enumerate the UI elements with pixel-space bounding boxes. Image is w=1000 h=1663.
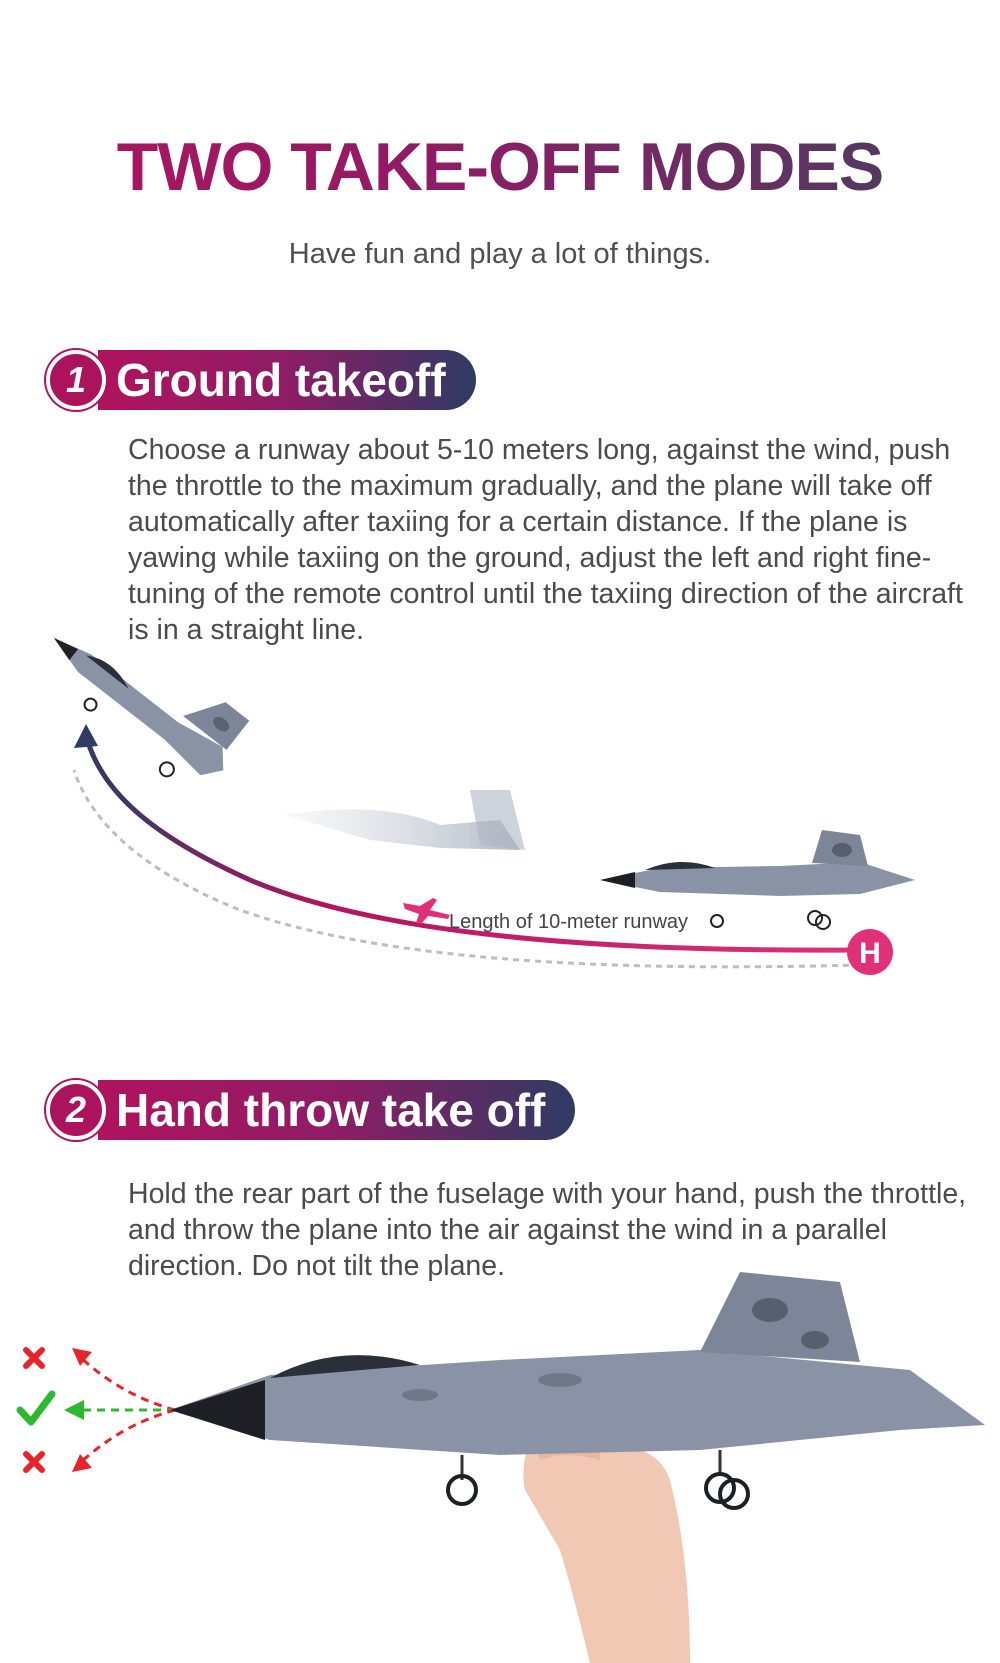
arc-arrowhead-icon (74, 724, 98, 748)
mode1-number: 1 (46, 350, 106, 410)
mode1-title: Ground takeoff (98, 350, 476, 410)
mode1-description: Choose a runway about 5-10 meters long, against the wind, push the throttle to the maximum gradually, and the plane will take off automatically after taxiing for a certain distance. If the plane is yawing while taxiing on the ground, adjust the left and right fine-tuning of the remote control until the taxiing direction of the aircraft is in a straight line. (128, 434, 963, 646)
small-plane-icon (403, 898, 450, 924)
climbing-jet (29, 595, 258, 803)
arrow-down-wrong (78, 1410, 175, 1465)
h-marker-label: H (859, 937, 881, 970)
check-mark-icon (20, 1394, 52, 1422)
rear-wheel-1 (706, 1474, 734, 1502)
page-subtitle: Have fun and play a lot of things. (288, 238, 712, 270)
mode2-title: Hand throw take off (98, 1080, 575, 1140)
mode2-description: Hold the rear part of the fuselage with your hand, push the throttle, and throw the plane into the air against the wind in a parallel direction. Do not tilt the plane. (128, 1178, 967, 1282)
mode2-badge (46, 1080, 575, 1140)
mode2-number: 2 (46, 1080, 106, 1140)
hand-illustration (523, 1440, 690, 1663)
wrong-mark-icon-top (26, 1350, 42, 1366)
arrow-up-wrong (78, 1355, 175, 1410)
wrong-mark-icon-bottom (26, 1454, 42, 1470)
blurred-jet (285, 790, 525, 850)
runway-length-label: Length of 10-meter runway (449, 911, 689, 933)
arrow-down-head-icon (72, 1454, 92, 1472)
arrow-up-head-icon (72, 1348, 92, 1366)
arrow-straight-head-icon (64, 1400, 84, 1420)
front-wheel (448, 1476, 476, 1504)
hand-throw-jet (170, 1272, 985, 1508)
page-title: TWO TAKE-OFF MODES (0, 128, 1000, 206)
rear-wheel-2 (720, 1480, 748, 1508)
